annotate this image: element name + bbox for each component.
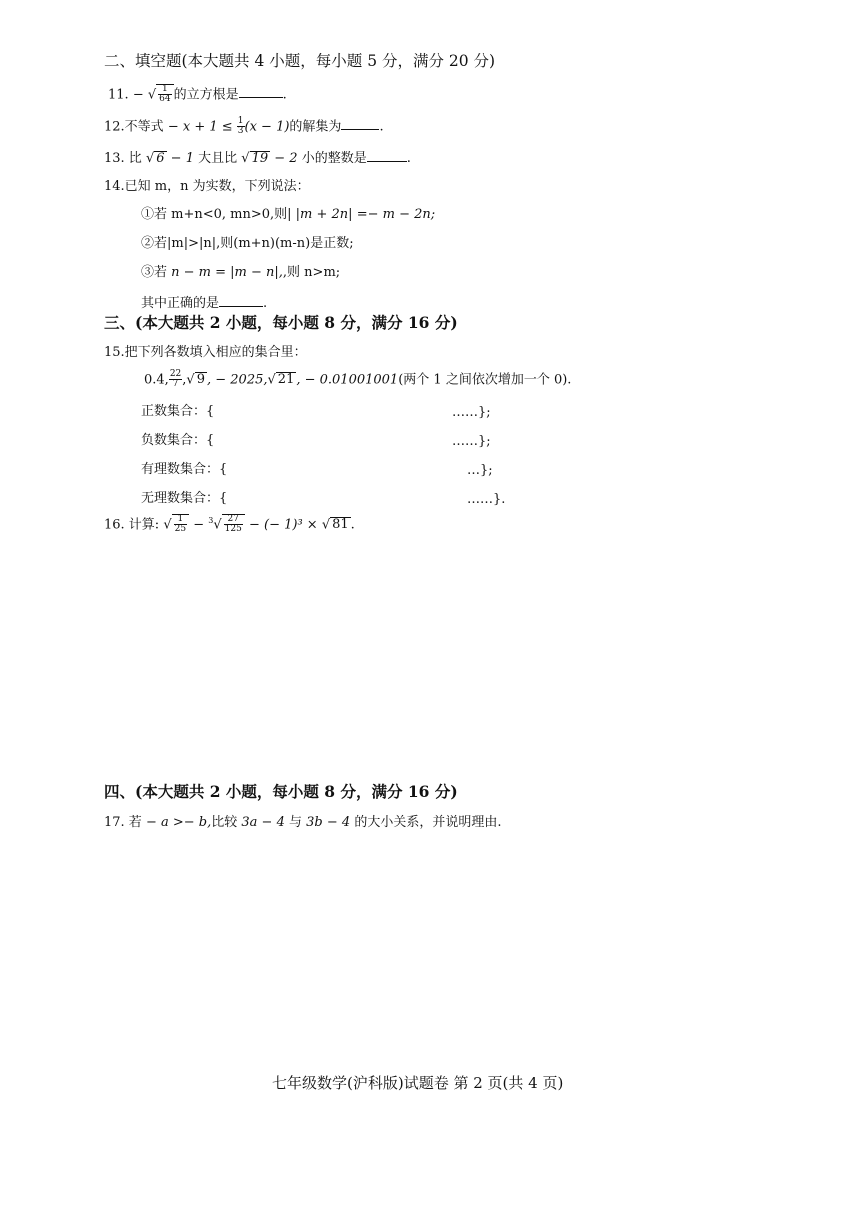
q14-item1-b: |m + 2n| =− m − 2n; bbox=[295, 207, 436, 222]
section-2-heading bbox=[104, 54, 495, 70]
q16-sqrt-sign-2: √ bbox=[213, 517, 222, 533]
q13-end: . bbox=[406, 151, 411, 166]
q11-sqrt-sign: √ bbox=[147, 87, 157, 103]
q16-sqrt-sign-3: √ bbox=[321, 517, 331, 533]
q15-n2-num: 22 bbox=[169, 369, 182, 379]
q17-expr: − a >− b, bbox=[145, 815, 212, 830]
q12-end: . bbox=[379, 119, 384, 135]
question-15-stem bbox=[104, 346, 307, 359]
q17-text: 的大小关系，并说明理由. bbox=[354, 815, 502, 830]
q15-stem: 15.把下列各数填入相应的集合里： bbox=[104, 345, 307, 360]
q17-e2: 3b − 4 bbox=[306, 815, 351, 830]
question-14-stem bbox=[104, 180, 310, 193]
q16-f2-den: 125 bbox=[224, 524, 242, 535]
q15-set-negative-end: ……}; bbox=[452, 434, 491, 449]
q15-set-negative bbox=[141, 434, 214, 447]
page-footer-text: 七年级数学(沪科版)试题卷 第 2 页(共 4 页) bbox=[272, 1074, 564, 1092]
q16-f2-num: 27 bbox=[224, 515, 243, 525]
q15-set-irrational-end: ……}. bbox=[467, 492, 506, 507]
question-11 bbox=[108, 84, 287, 105]
q17-e1: 3a − 4 bbox=[241, 815, 285, 830]
q15-set-negative-label: 负数集合：{ bbox=[141, 433, 215, 448]
q14-answer-blank[interactable] bbox=[219, 294, 263, 307]
q17-prefix: 17. 若 bbox=[104, 815, 142, 830]
q16-end: . bbox=[350, 517, 355, 533]
q15-set-irrational bbox=[141, 492, 227, 505]
q12-text: 的解集为 bbox=[289, 119, 342, 135]
q16-f1-num: 1 bbox=[174, 515, 187, 525]
q13-sqrt-sign-1: √ bbox=[145, 151, 155, 166]
q14-item3-a: ③若 bbox=[141, 265, 168, 280]
q15-set-positive-label: 正数集合：{ bbox=[141, 404, 215, 419]
question-14-item-2 bbox=[141, 237, 354, 250]
q12-answer-blank[interactable] bbox=[341, 117, 379, 130]
q15-sqrt-sign-1: √ bbox=[186, 372, 195, 388]
q17-and: 与 bbox=[288, 815, 302, 830]
section-3-heading bbox=[104, 315, 458, 331]
q11-number: 11. bbox=[108, 87, 129, 103]
q13-sqrt-sign-2: √ bbox=[241, 151, 250, 166]
question-14-item-3 bbox=[141, 266, 340, 279]
q11-frac-num: 1 bbox=[158, 85, 171, 95]
q13-expr1-rest: − 1 bbox=[166, 151, 194, 166]
section-2-heading-text: 二、填空题(本大题共 4 小题，每小题 5 分，满分 20 分) bbox=[104, 52, 496, 70]
q13-prefix: 13. 比 bbox=[104, 151, 142, 166]
q16-rest: − (− 1)³ × bbox=[248, 517, 318, 533]
q15-note: (两个 1 之间依次增加一个 0). bbox=[398, 372, 572, 388]
q15-n6: , − 0.01001001 bbox=[296, 372, 399, 388]
page-footer bbox=[272, 1076, 563, 1091]
question-17 bbox=[104, 816, 501, 829]
q12-frac-num: 1 bbox=[237, 116, 244, 126]
q12-prefix: 12.不等式 bbox=[104, 119, 164, 135]
q15-set-rational bbox=[141, 463, 227, 476]
q12-frac-den: 3 bbox=[237, 126, 244, 137]
q15-set-positive-end: ……}; bbox=[452, 405, 491, 420]
q14-answer-label: 其中正确的是 bbox=[141, 296, 220, 311]
q14-item2: ②若|m|>|n|,则(m+n)(m-n)是正数; bbox=[141, 236, 354, 251]
q17-mid: 比较 bbox=[211, 815, 238, 830]
q15-n4: , − 2025, bbox=[206, 372, 268, 388]
q13-expr2-rest: − 2 bbox=[270, 151, 298, 166]
q16-sqrt-sign-1: √ bbox=[163, 517, 172, 533]
q11-frac-den: 64 bbox=[159, 94, 171, 105]
q15-n5-radicand: 21 bbox=[277, 372, 295, 388]
q16-radicand: 81 bbox=[332, 517, 349, 533]
q14-item3-c: ,则 n>m; bbox=[282, 265, 341, 280]
section-3-heading-text: 三、(本大题共 2 小题，每小题 8 分，满分 16 分) bbox=[104, 313, 458, 332]
question-16 bbox=[104, 514, 355, 535]
q16-cube-index: 3 bbox=[208, 516, 214, 526]
question-15-numbers: 0.4, $\frac{22}{7}$ ,√ 9 , − 2025,√ 21 , − 0.01001001(两个 1 之间依次增加一个 0). bbox=[144, 369, 572, 390]
q15-n3-radicand: 9 bbox=[196, 372, 205, 388]
q13-text: 小的整数是 bbox=[301, 151, 367, 166]
q12-lhs: − x + 1 ≤ bbox=[167, 119, 233, 135]
q11-end: . bbox=[282, 87, 287, 103]
q15-n1: 0.4, bbox=[144, 372, 169, 388]
q15-set-rational-label: 有理数集合：{ bbox=[141, 462, 228, 477]
question-12 bbox=[104, 117, 384, 137]
q11-answer-blank[interactable] bbox=[239, 85, 283, 98]
q12-rhs: (x − 1) bbox=[244, 119, 290, 135]
q15-set-irrational-label: 无理数集合：{ bbox=[141, 491, 228, 506]
q11-radicand bbox=[156, 84, 173, 105]
q11-text: 的立方根是 bbox=[173, 87, 239, 103]
question-14-item-1 bbox=[141, 208, 435, 221]
q16-f1-den: 25 bbox=[174, 524, 187, 535]
q15-sqrt-sign-2: √ bbox=[267, 372, 276, 388]
section-4-heading-text: 四、(本大题共 2 小题，每小题 8 分，满分 16 分) bbox=[104, 782, 458, 801]
q13-radicand-1: 6 bbox=[156, 151, 165, 166]
question-14-answer bbox=[141, 294, 267, 310]
q16-prefix: 16. 计算: bbox=[104, 517, 160, 533]
q15-set-rational-end: …}; bbox=[467, 463, 493, 478]
q14-answer-end: . bbox=[263, 296, 268, 311]
q11-minus: − bbox=[132, 87, 144, 103]
q13-radicand-2: 19 bbox=[251, 151, 269, 166]
q14-item1-a: ①若 m+n<0, mn>0,则| bbox=[141, 207, 292, 222]
q14-stem: 14.已知 m，n 为实数，下列说法： bbox=[104, 179, 310, 194]
q13-mid: 大且比 bbox=[198, 151, 238, 166]
q15-n2-den: 7 bbox=[172, 379, 179, 390]
q16-minus: − bbox=[193, 517, 205, 533]
q14-item3-b: n − m = |m − n|, bbox=[171, 265, 283, 280]
question-13 bbox=[104, 149, 411, 165]
q15-set-positive bbox=[141, 405, 214, 418]
q13-answer-blank[interactable] bbox=[367, 149, 407, 162]
section-4-heading bbox=[104, 784, 458, 800]
